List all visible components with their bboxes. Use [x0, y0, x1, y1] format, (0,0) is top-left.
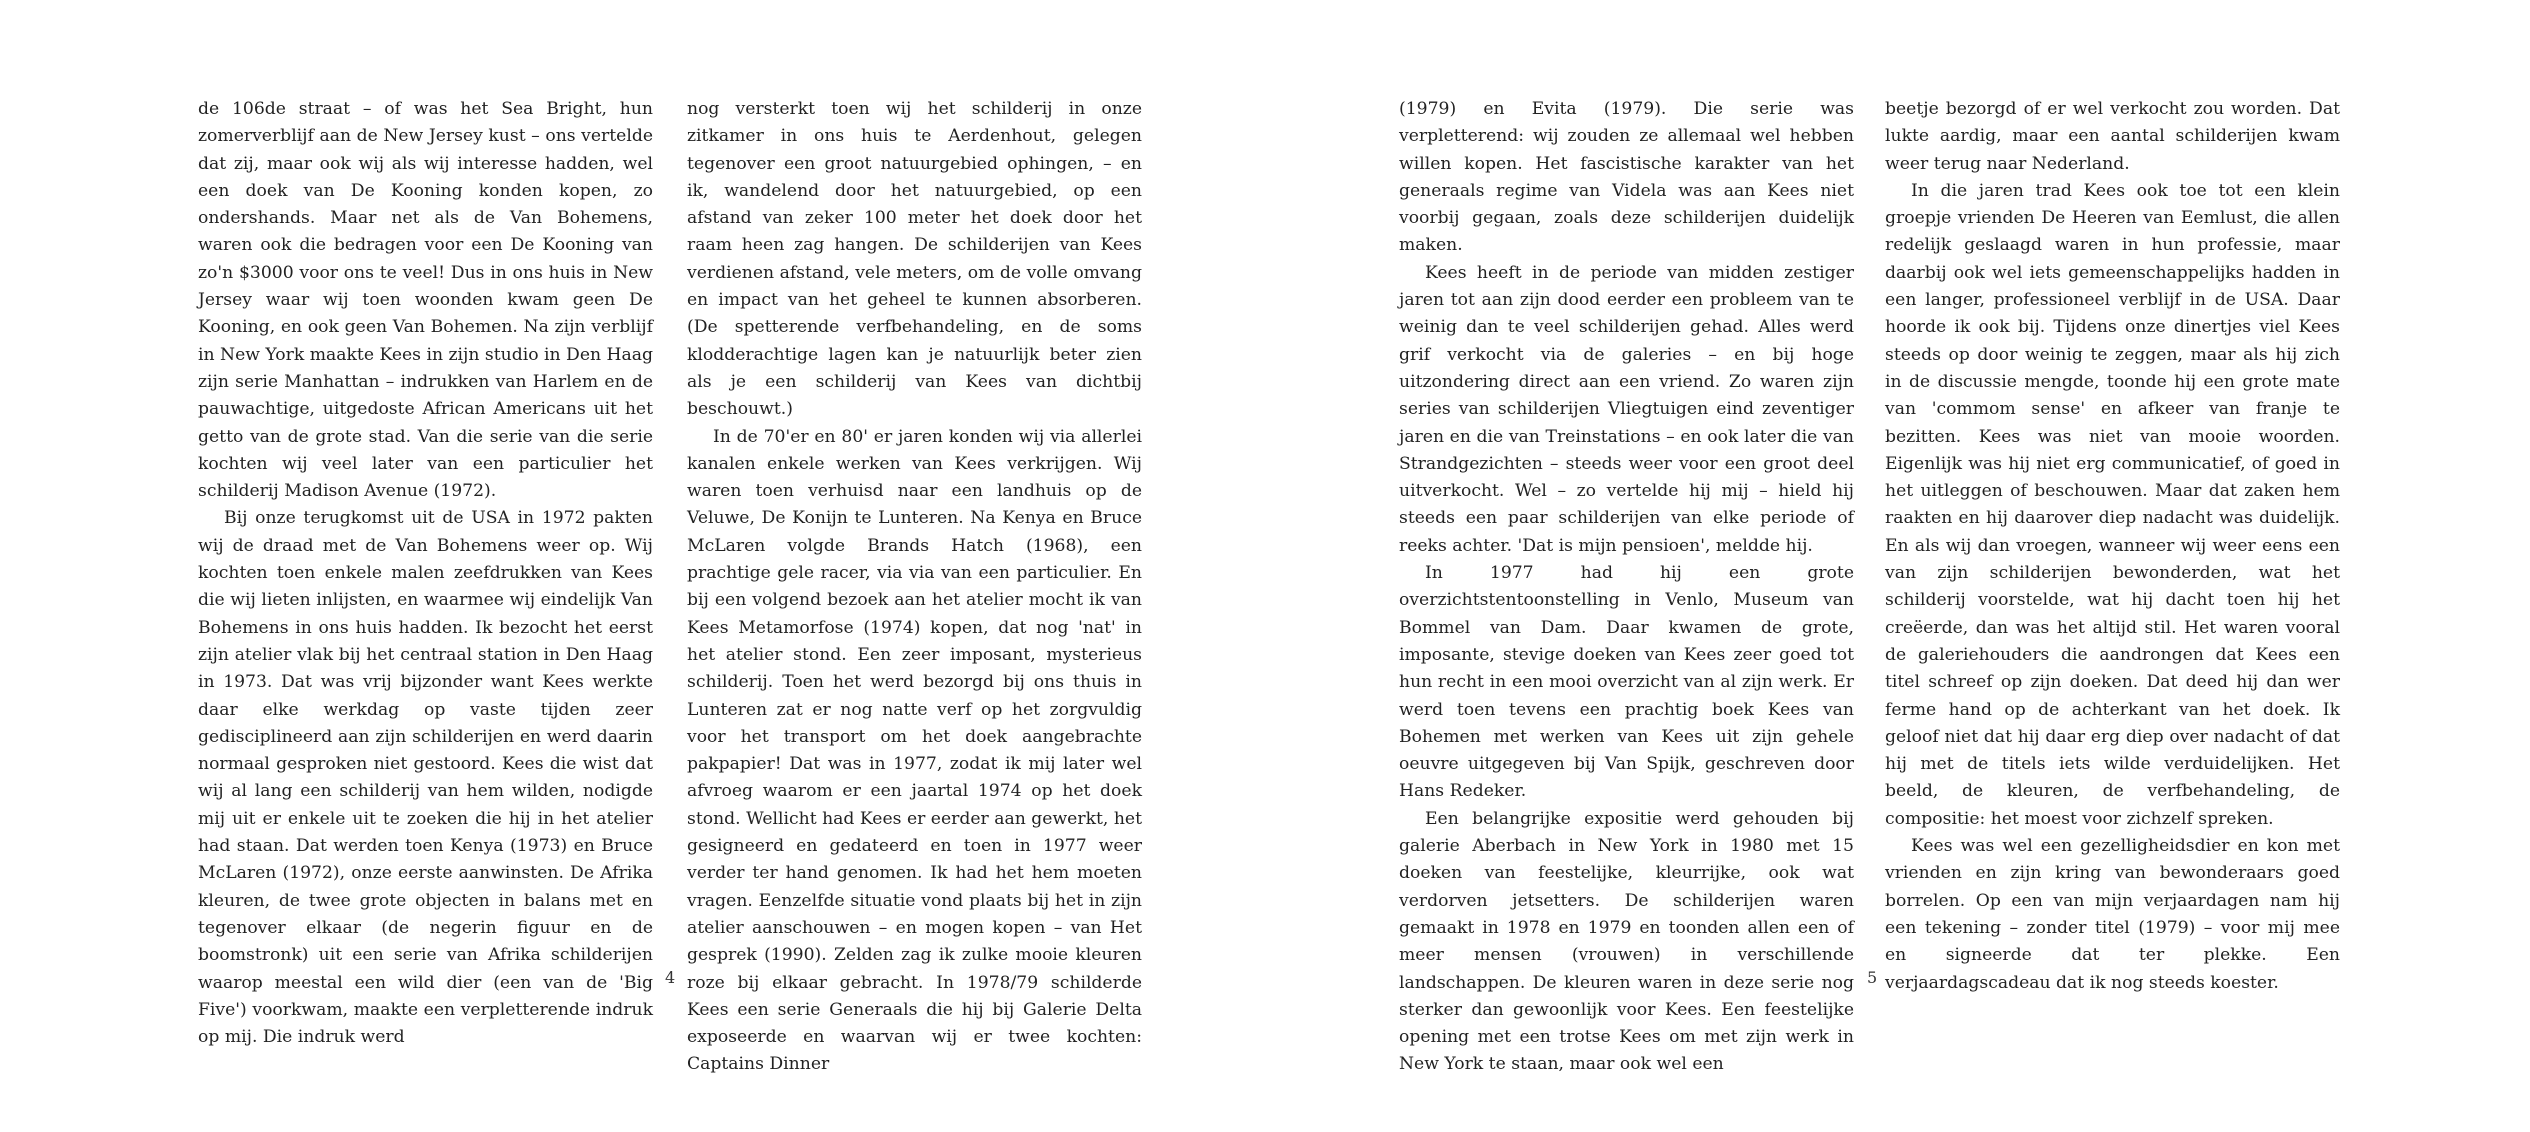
paragraph: (1979) en Evita (1979). Die serie was verpletterend: wij zouden ze allemaal wel hebben willen kopen. Het fascistische karakter van het generaals regime van Videla was aan Kees niet voorbij gegaan, zoals deze schilderijen duidelijk maken. — [1399, 99, 1854, 256]
paragraph: Een belangrijke expositie werd gehouden bij galerie Aberbach in New York in 1980 met 15 doeken van feestelijke, kleurrijke, ook wat verdorven jetsetters. De schilderijen waren gemaakt in 1978 en 1979 en toonden allen een of meer mensen (vrouwen) in verschillende landschappen. De kleuren waren in deze serie nog sterker dan gewoonlijk voor Kees. Een feestelijke opening met een trotse Kees om met zijn werk in New York te staan, maar ook wel een — [1399, 808, 1854, 1075]
paragraph: Kees heeft in de periode van midden zestiger jaren tot aan zijn dood eerder een probleem van te weinig dan te veel schilderijen gehad. Alles werd grif verkocht via de galeries – en bij hoge uitzondering direct aan een vriend. Zo waren zijn series van schilderijen Vliegtuigen eind zeventiger jaren en die van Treinstations – en ook later die van Strandgezichten – steeds weer voor een groot deel uitverkocht. Wel – zo vertelde hij mij – hield hij steeds een paar schilderijen van elke periode of reeks achter. 'Dat is mijn pensioen', meldde hij. — [1399, 262, 1854, 556]
paragraph: nog versterkt toen wij het schilderij in onze zitkamer in ons huis te Aerdenhout, gelegen tegenover een groot natuurgebied ophingen, – en ik, wandelend door het natuurgebied, op een afstand van zeker 100 meter het doek door het raam heen zag hangen. De schilderijen van Kees verdienen afstand, vele meters, om de volle omvang en impact van het geheel te kunnen absorberen. (De spetterende verfbehandeling, en de soms klodderachtige lagen kan je natuurlijk beter zien als je een schilderij van Kees van dichtbij beschouwt.) — [687, 99, 1142, 420]
paragraph: Kees was wel een gezelligheidsdier en kon met vrienden en zijn kring van bewonderaars goed borrelen. Op een van mijn verjaardagen nam hij een tekening – zonder titel (1979) – voor mij mee en signeerde dat ter plekke. Een verjaardagscadeau dat ik nog steeds koester. — [1885, 836, 2340, 993]
paragraph: Bij onze terugkomst uit de USA in 1972 pakten wij de draad met de Van Bohemens weer op. Wij kochten toen enkele malen zeefdrukken van Kees die wij lieten inlijsten, en waarmee wij eindelijk Van Bohemens in ons huis hadden. Ik bezocht het eerst zijn atelier vlak bij het centraal station in Den Haag in 1973. Dat was vrij bijzonder want Kees werkte daar elke werkdag op vaste tijden zeer gedisciplineerd aan zijn schilderijen en werd daarin normaal gesproken niet gestoord. Kees die wist dat wij al lang een schilderij van hem wilden, nodigde mij uit er enkele uit te zoeken die hij in het atelier had staan. Dat werden toen Kenya (1973) en Bruce McLaren (1972), onze eerste aanwinsten. De Afrika kleuren, de twee grote objecten in balans met en tegenover elkaar (de negerin figuur en de boomstronk) uit een serie van Afrika schilderijen waarop meestal een wild dier (een van de 'Big Five') voorkwam, maakte een verpletterende indruk op mij. Die indruk werd — [198, 508, 653, 1048]
page-number: 4 — [665, 968, 676, 987]
paragraph: In 1977 had hij een grote overzichtstentoonstelling in Venlo, Museum van Bommel van Dam. Daar kwamen de grote, imposante, stevige doeken van Kees zeer goed tot hun recht in een mooi overzicht van al zijn werk. Er werd toen tevens een prachtig boek Kees van Bohemen met werken van Kees uit zijn gehele oeuvre uitgegeven bij Van Spijk, geschreven door Hans Redeker. — [1399, 563, 1854, 802]
left-page-column-1 — [198, 96, 653, 1051]
paragraph: In die jaren trad Kees ook toe tot een klein groepje vrienden De Heeren van Eemlust, die allen redelijk geslaagd waren in hun professie, maar daarbij ook wel iets gemeenschappelijks hadden in een langer, professioneel verblijf in de USA. Daar hoorde ik ook bij. Tijdens onze dinertjes viel Kees steeds op door weinig te zeggen, maar als hij zich in de discussie mengde, toonde hij een grote mate van 'commom sense' en afkeer van franje te bezitten. Kees was niet van mooie woorden. Eigenlijk was hij niet erg communicatief, of goed in het uitleggen of beschouwen. Maar dat zaken hem raakten en hij daarover diep nadacht was duidelijk. En als wij dan vroegen, wanneer wij weer eens een van zijn schilderijen bewonderden, wat het schilderij voorstelde, wat hij dacht toen hij het creëerde, dan was het altijd stil. Het waren vooral de galeriehouders die aandrongen dat Kees een titel schreef op zijn doeken. Dat deed hij dan wer ferme hand op de achterkant van het doek. Ik geloof niet dat hij daar erg diep over nadacht of dat hij met de titels iets wilde verduidelijken. Het beeld, de kleuren, de verfbehandeling, de compositie: het moest voor zichzelf spreken. — [1885, 180, 2340, 829]
paragraph: In de 70'er en 80' er jaren konden wij via allerlei kanalen enkele werken van Kees verkrijgen. Wij waren toen verhuisd naar een landhuis op de Veluwe, De Konijn te Lunteren. Na Kenya en Bruce McLaren volgde Brands Hatch (1968), een prachtige gele racer, via via van een particulier. En bij een volgend bezoek aan het atelier mocht ik van Kees Metamorfose (1974) kopen, dat nog 'nat' in het atelier stond. Een zeer imposant, mysterieus schilderij. Toen het werd bezorgd bij ons thuis in Lunteren zat er nog natte verf op het zorgvuldig voor het transport om het doek aangebrachte pakpapier! Dat was in 1977, zodat ik mij later wel afvroeg waarom er een jaartal 1974 op het doek stond. Wellicht had Kees er eerder aan gewerkt, het gesigneerd en gedateerd en toen in 1977 weer verder ter hand genomen. Ik had het hem moeten vragen. Eenzelfde situatie vond plaats bij het in zijn atelier aanschouwen – en mogen kopen – van Het gesprek (1990). Zelden zag ik zulke mooie kleuren roze bij elkaar gebracht. In 1978/79 schilderde Kees een serie Generaals die hij bij Galerie Delta exposeerde en waarvan wij er twee kochten: Captains Dinner — [687, 426, 1142, 1075]
right-page-column-1 — [1399, 96, 1854, 1079]
page-number: 5 — [1867, 968, 1878, 987]
left-page-column-2 — [687, 96, 1142, 1079]
right-page — [1265, 0, 2530, 1132]
paragraph: beetje bezorgd of er wel verkocht zou worden. Dat lukte aardig, maar een aantal schilderijen kwam weer terug naar Nederland. — [1885, 99, 2340, 174]
right-page-column-2 — [1885, 96, 2340, 997]
paragraph: de 106de straat – of was het Sea Bright, hun zomerverblijf aan de New Jersey kust – ons vertelde dat zij, maar ook wij als wij interesse hadden, wel een doek van De Kooning konden kopen, zo ondershands. Maar net als de Van Bohemens, waren ook die bedragen voor een De Kooning van zo'n $3000 voor ons te veel! Dus in ons huis in New Jersey waar wij toen woonden kwam geen De Kooning, en ook geen Van Bohemen. Na zijn verblijf in New York maakte Kees in zijn studio in Den Haag zijn serie Manhattan – indrukken van Harlem en de pauwachtige, uitgedoste African Americans uit het getto van de grote stad. Van die serie van die serie kochten wij veel later van een particulier het schilderij Madison Avenue (1972). — [198, 99, 654, 502]
